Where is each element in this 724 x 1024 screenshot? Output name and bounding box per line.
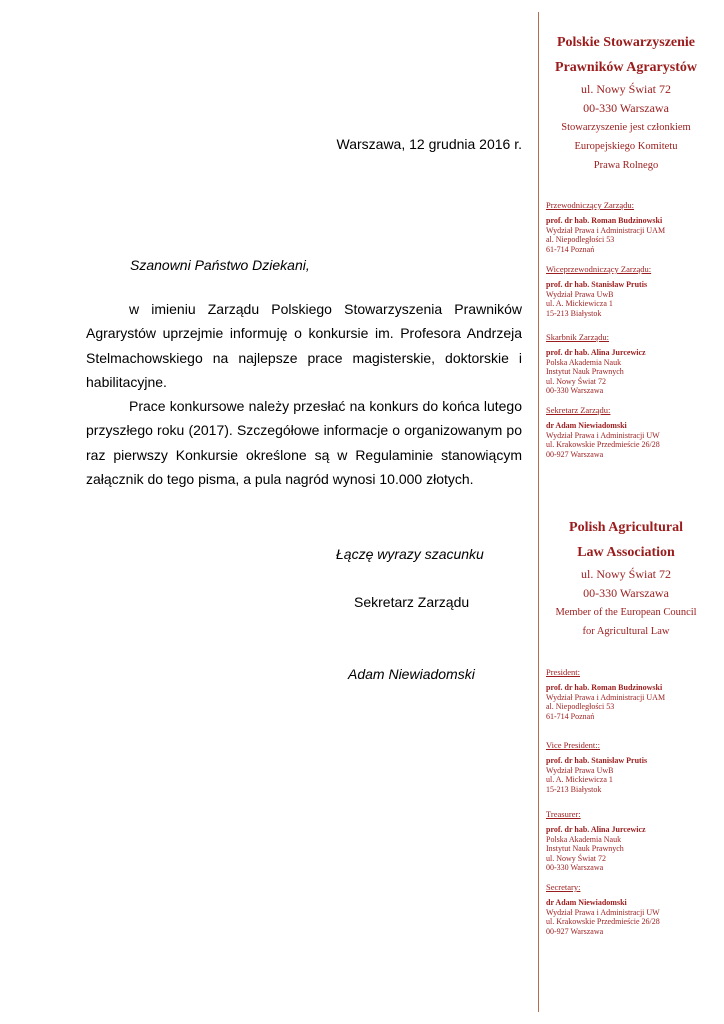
person-line: 00-927 Warszawa	[546, 926, 604, 936]
person-line: Wydział Prawa i Administracji UW	[546, 907, 660, 917]
org-header-en	[542, 515, 710, 641]
closing-phrase: Łączę wyrazy szacunku	[336, 546, 484, 562]
person-line: ul. Nowy Świat 72	[546, 376, 606, 386]
person-line: 61-714 Poznań	[546, 244, 595, 254]
person-name: prof. dr hab. Stanisław Prutis	[546, 280, 648, 289]
person-line: 15-213 Białystok	[546, 308, 602, 318]
person-name: dr Adam Niewiadomski	[546, 421, 627, 430]
salutation: Szanowni Państwo Dziekani,	[130, 257, 310, 273]
role-label: Przewodniczący Zarządu:	[546, 200, 635, 210]
person-line: Wydział Prawa UwB	[546, 289, 614, 299]
org-name-line1: Polskie Stowarzyszenie	[556, 35, 696, 50]
org-note-line2: Europejskiego Komitetu	[574, 141, 678, 152]
paragraph-2: Prace konkursowe należy przesłać na konkurs do końca lutego przyszłego roku (2017). Szczegółowe informacje o organizowanym po raz pierwszy Konkursie określone są w Regulaminie stanowiącym załącznik do tego pisma, a pula nagród wynosi 10.000 złotych.	[86, 398, 522, 488]
role-block-pl-vice-president	[546, 264, 710, 318]
person-line: al. Niepodległości 53	[546, 235, 615, 244]
person-line: 00-330 Warszawa	[546, 863, 604, 872]
role-label: Wiceprzewodniczący Zarządu:	[546, 264, 652, 274]
role-block-pl-president	[546, 200, 710, 254]
person-line: ul. Krakowskie Przedmieście 26/28	[546, 917, 660, 926]
sidebar-divider	[538, 12, 539, 1012]
role-label: President:	[546, 667, 580, 677]
person-line: Wydział Prawa UwB	[546, 765, 614, 775]
person-line: ul. A. Mickiewicza 1	[546, 299, 613, 308]
person-line: 61-714 Poznań	[546, 711, 595, 721]
role-label: Secretary:	[546, 882, 581, 892]
org-header-pl	[542, 30, 710, 175]
org-name-line2: Prawników Agrarystów	[555, 60, 697, 75]
org-note-line2: for Agricultural Law	[582, 626, 670, 637]
role-label: Vice President::	[546, 740, 601, 750]
signer-name: Adam Niewiadomski	[348, 666, 475, 682]
role-block-en-treasurer	[546, 809, 710, 873]
org-name-line2: Law Association	[577, 545, 675, 560]
person-name: prof. dr hab. Alina Jurcewicz	[546, 825, 646, 834]
person-name: prof. dr hab. Alina Jurcewicz	[546, 348, 646, 357]
person-line: Wydział Prawa i Administracji UAM	[546, 225, 666, 235]
role-label: Treasurer:	[546, 809, 581, 819]
person-line: Instytut Nauk Prawnych	[546, 844, 624, 853]
person-line: Polska Akademia Nauk	[546, 834, 622, 844]
person-line: 15-213 Białystok	[546, 784, 602, 794]
role-block-pl-secretary	[546, 405, 710, 459]
letter-content	[86, 297, 522, 491]
person-name: dr Adam Niewiadomski	[546, 898, 627, 907]
role-label: Sekretarz Zarządu:	[546, 405, 611, 415]
org-address-line1: ul. Nowy Świat 72	[581, 82, 671, 96]
person-line: 00-927 Warszawa	[546, 449, 604, 459]
person-line: Wydział Prawa i Administracji UW	[546, 430, 660, 440]
person-line: al. Niepodległości 53	[546, 702, 615, 711]
org-address-line2: 00-330 Warszawa	[583, 101, 669, 115]
org-note-line1: Member of the European Council	[555, 607, 697, 618]
person-name: prof. dr hab. Roman Budzinowski	[546, 216, 663, 225]
signer-title: Sekretarz Zarządu	[354, 594, 470, 610]
org-note-line1: Stowarzyszenie jest członkiem	[561, 122, 691, 133]
person-line: ul. Nowy Świat 72	[546, 853, 606, 863]
org-address-line1: ul. Nowy Świat 72	[581, 567, 671, 581]
role-block-en-vice-president	[546, 740, 710, 794]
person-line: Wydział Prawa i Administracji UAM	[546, 692, 666, 702]
person-line: Instytut Nauk Prawnych	[546, 367, 624, 376]
org-address-line2: 00-330 Warszawa	[583, 586, 669, 600]
role-label: Skarbnik Zarządu:	[546, 332, 610, 342]
role-block-pl-treasurer	[546, 332, 710, 396]
person-line: 00-330 Warszawa	[546, 386, 604, 395]
role-block-en-secretary	[546, 882, 710, 936]
letterhead-sidebar	[542, 30, 710, 936]
org-name-line1: Polish Agricultural	[569, 520, 683, 535]
person-line: Polska Akademia Nauk	[546, 357, 622, 367]
person-name: prof. dr hab. Stanisław Prutis	[546, 756, 648, 765]
person-line: ul. Krakowskie Przedmieście 26/28	[546, 440, 660, 449]
person-name: prof. dr hab. Roman Budzinowski	[546, 683, 663, 692]
letter-date: Warszawa, 12 grudnia 2016 r.	[336, 136, 522, 152]
person-line: ul. A. Mickiewicza 1	[546, 775, 613, 784]
paragraph-1: w imieniu Zarządu Polskiego Stowarzyszenia Prawników Agrarystów uprzejmie informuję o konkursie im. Profesora Andrzeja Stelmachowskiego na najlepsze prace magisterskie, doktorskie i habilitacyjne.	[86, 301, 522, 390]
org-note-line3: Prawa Rolnego	[593, 160, 659, 171]
role-block-en-president	[546, 667, 710, 721]
